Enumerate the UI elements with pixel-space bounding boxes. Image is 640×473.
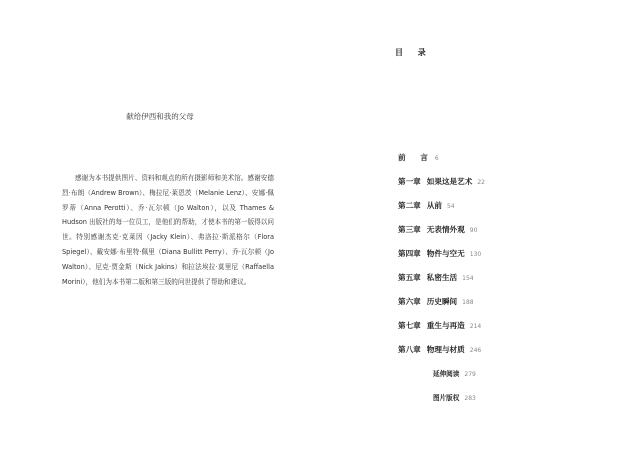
toc-entry-page: 214 [469,323,482,330]
toc-entry-chapter-4[interactable] [398,244,481,258]
toc-entry-chapter-5[interactable] [398,268,474,282]
toc-entry-page: 188 [462,299,474,306]
toc-entry-label: 第一章 [398,177,421,186]
toc-entry-title: 物件与空无 [426,249,465,258]
toc-entry-label: 第六章 [398,297,421,306]
toc-entry-title: 历史瞬间 [426,297,458,306]
toc-entry-chapter-7[interactable] [398,316,481,330]
toc-entry-page: 90 [469,227,478,234]
dedication: 献给伊西和我的父母 [126,112,194,121]
toc-entry-chapter-8[interactable] [398,340,481,354]
toc-entry-chapter-6[interactable] [398,292,474,306]
toc-entry-label: 前 言 [398,153,434,162]
toc-entry-page: 54 [446,203,455,210]
toc-entry-title: 如果这是艺术 [426,177,473,186]
toc-entry-title: 物理与材质 [426,345,465,354]
toc-entry-page: 246 [469,347,482,354]
toc-entry-title: 私密生活 [426,273,458,282]
toc-entry-chapter-2[interactable] [398,196,455,210]
toc-entry-picture-credits[interactable] [433,388,476,402]
toc-entry-page: 22 [477,179,485,186]
toc-entry-label: 第五章 [398,273,421,282]
acknowledgements: 感谢为本书提供图片、资料和观点的所有摄影师和美术馆。感谢安德烈·布朗（Andrew Brown）、梅拉尼·莱恩茨（Melanie Lenz）、安娜·佩罗蒂（Anna Perotti）、乔·瓦尔顿（Jo Walton），以及 Thames & Hudson 出版社的每一位员工，是他们的帮助，才使本书的第一版得以问世。特别感谢杰克·克莱因（Jacky Klein）、弗洛拉·斯派格尔（Flora Spiegel）、戴安娜·布里特·佩里（Diana Bullitt Perry）、乔·瓦尔顿（Jo Walton）、尼克·贾金斯（Nick Jakins）和拉法埃拉·莫里尼（Raffaella Morini），他们为本书第二版和第三版的问世提供了帮助和建议。 [62,174,274,286]
toc-entry-preface[interactable] [398,148,439,162]
toc-entry-title: 重生与再造 [426,321,465,330]
toc-entry-title: 无表情外观 [426,225,465,234]
toc-entry-chapter-3[interactable] [398,220,477,234]
toc-entry-page: 6 [434,155,439,162]
toc-entry-title: 图片版权 [433,394,460,402]
toc-entry-label: 第七章 [398,321,421,330]
toc-entry-further-reading[interactable] [433,364,476,378]
toc-entry-page: 130 [469,251,482,258]
toc-entry-page: 279 [464,371,476,378]
toc-entry-chapter-1[interactable] [398,172,485,186]
toc-title: 目 录 [395,48,432,57]
toc-entry-label: 第二章 [398,201,421,210]
toc-entry-label: 第四章 [398,249,421,258]
toc-entry-title: 从前 [426,201,442,210]
right-page [320,0,640,473]
toc-entry-page: 283 [464,395,476,402]
toc-entry-page: 154 [462,275,474,282]
toc-entry-label: 第三章 [398,225,421,234]
toc-entry-label: 第八章 [398,345,421,354]
toc-entry-title: 延伸阅读 [433,370,460,378]
